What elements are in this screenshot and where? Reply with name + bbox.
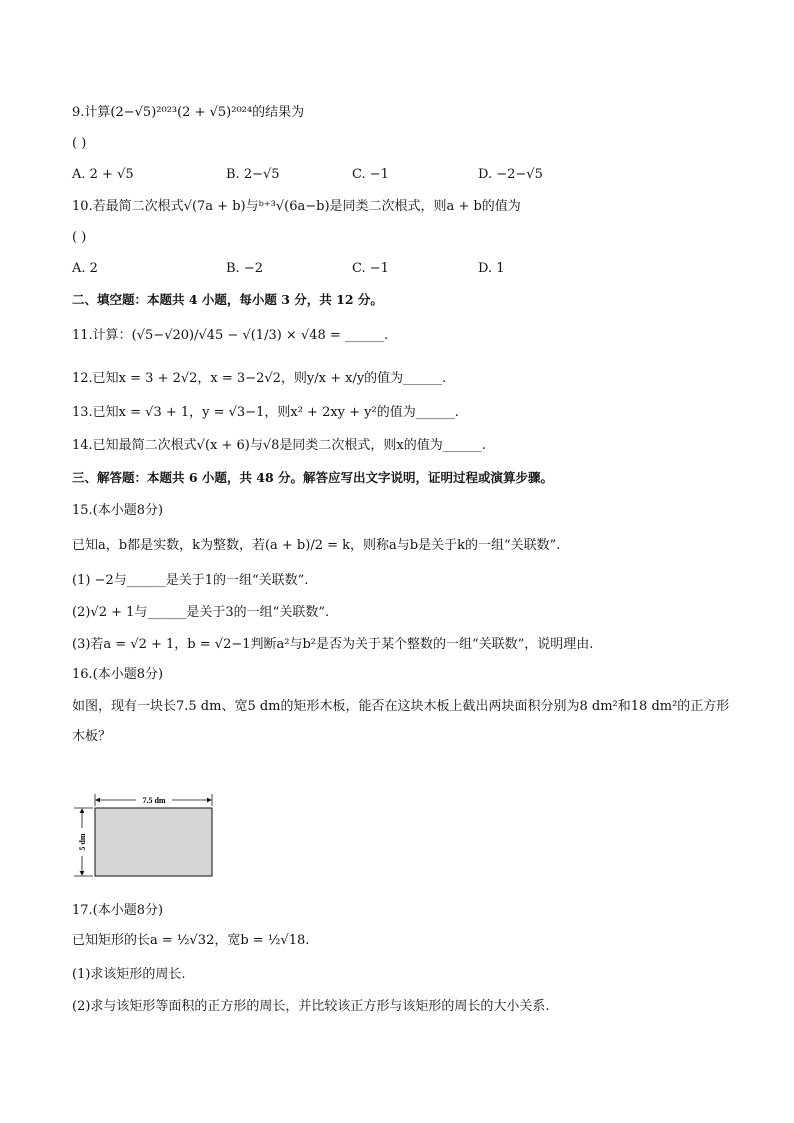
q9-option-a: A. 2 + √5 [72,167,134,182]
section-fill-in-text: 二、填空题：本题共 4 小题，每小题 3 分，共 12 分。 [72,292,383,307]
width-label: 7.5 dm [142,796,166,805]
q15-header: 15.(本小题8分) [72,503,164,518]
q10-option-b: B. −2 [226,261,263,276]
q17-part-1: (1)求该矩形的周长. [72,967,186,982]
q16-stem: 如图，现有一块长7.5 dm、宽5 dm的矩形木板，能否在这块木板上截出两块面积分别为8 dm²和18 dm²的正方形木板？ [72,699,730,744]
q10-option-c: C. −1 [352,261,389,276]
board-figure [70,790,220,880]
q16-header: 16.(本小题8分) [72,667,164,682]
q10-option-d: D. 1 [478,261,505,276]
q17-stem: 已知矩形的长a = ½√32，宽b = ½√18. [72,933,310,948]
q9-option-d: D. −2−√5 [478,167,543,182]
section-solve-heading [72,469,553,487]
section-solve-text: 三、解答题：本题共 6 小题，共 48 分。解答应写出文字说明，证明过程或演算步骤。 [72,470,554,485]
q10-stem: 10.若最简二次根式√(7a + b)与ᵇ⁺³√(6a−b)是同类二次根式，则a + b的值为 [72,199,521,214]
q10-paren: ( ) [72,230,87,245]
q13: 13.已知x = √3 + 1，y = √3−1，则x² + 2xy + y²的值为______. [72,405,459,420]
q17-part-2: (2)求与该矩形等面积的正方形的周长，并比较该正方形与该矩形的周长的大小关系. [72,999,550,1014]
height-label: 5 dm [78,833,87,851]
q14: 14.已知最简二次根式√(x + 6)与√8是同类二次根式，则x的值为______. [72,438,486,453]
board-rectangle [95,808,212,876]
q10-option-a: A. 2 [72,261,98,276]
section-fill-in-heading [72,291,383,309]
q11: 11.计算：(√5−√20)/√45 − √(1/3) × √48 = ______. [72,328,389,343]
q15-part-1: (1) −2与______是关于1的一组“关联数”. [72,573,309,588]
q9-paren: ( ) [72,136,87,151]
q15-part-3: (3)若a = √2 + 1，b = √2−1判断a²与b²是否为关于某个整数的一组“关联数”，说明理由. [72,637,594,652]
q12: 12.已知x = 3 + 2√2，x = 3−2√2，则y/x + x/y的值为______. [72,371,447,386]
q15-stem: 已知a，b都是实数，k为整数，若(a + b)/2 = k，则称a与b是关于k的一组“关联数”. [72,538,561,553]
q15-part-2: (2)√2 + 1与______是关于3的一组“关联数”. [72,605,330,620]
q9-option-c: C. −1 [352,167,389,182]
q9-stem: 9.计算(2−√5)²⁰²³(2 + √5)²⁰²⁴的结果为 [72,105,305,120]
q9-option-b: B. 2−√5 [226,167,280,182]
q17-header: 17.(本小题8分) [72,903,164,918]
